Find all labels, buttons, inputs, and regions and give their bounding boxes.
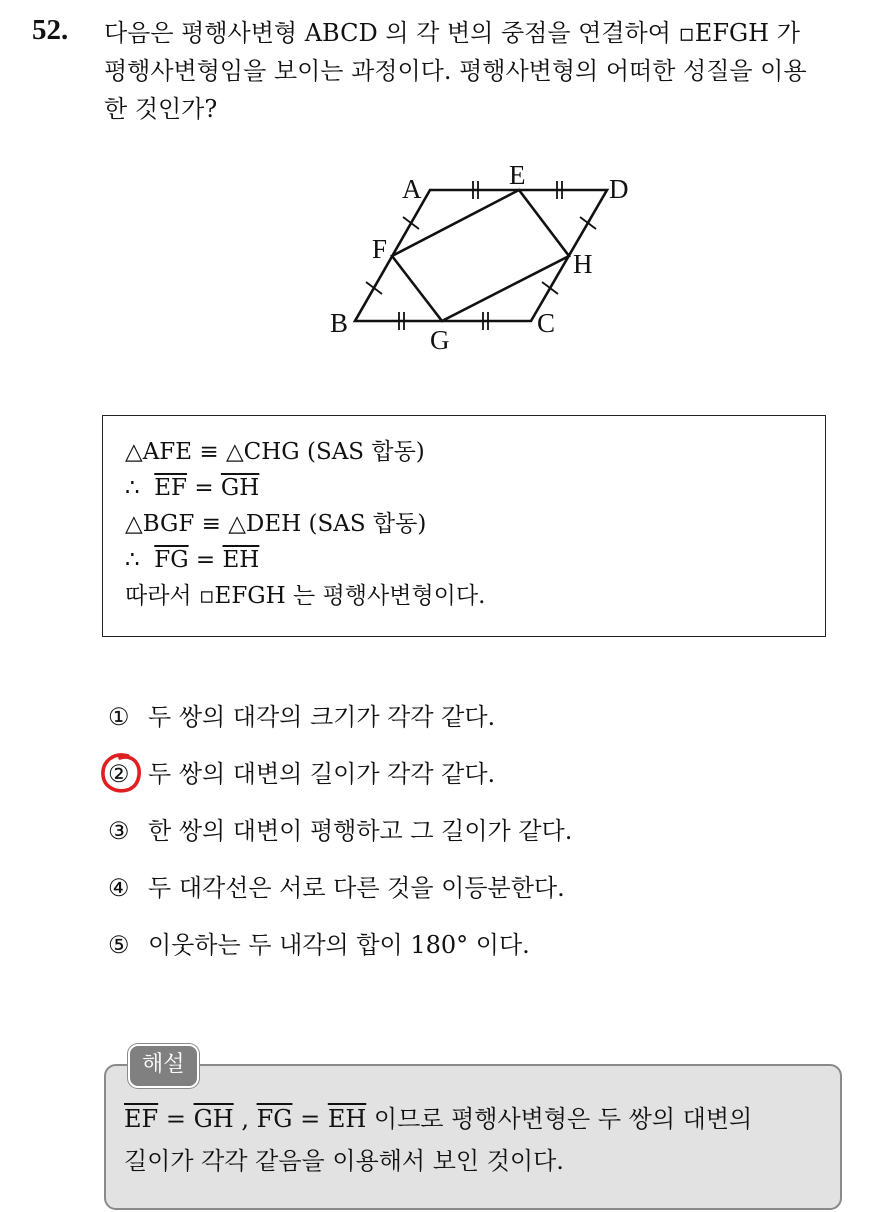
parallelogram-figure (320, 160, 629, 360)
solution-line: 길이가 각각 같음을 이용해서 보인 것이다. (124, 1147, 564, 1175)
question-text (104, 14, 864, 128)
choice-text: 두 쌍의 대변의 길이가 각각 같다. (148, 760, 496, 788)
solution-line (124, 1098, 836, 1140)
solution-rest: 이므로 평행사변형은 두 쌍의 대변의 (373, 1105, 753, 1133)
proof-line (125, 542, 825, 578)
question-line: 평행사변형임을 보이는 과정이다. 평행사변형의 어떠한 성질을 이용 (104, 57, 807, 85)
choice-number: ⑤ (108, 931, 130, 959)
choice-number: ① (108, 703, 130, 731)
equals-sign: = (194, 475, 214, 501)
segment-fg: $\overline{FG}$ (256, 1105, 293, 1133)
choice-number: ④ (108, 874, 130, 902)
label-h: H (573, 249, 593, 279)
proof-line: △AFE ≡ △CHG (SAS 합동) (125, 439, 425, 465)
equals-sign: = (195, 547, 216, 573)
proof-box (102, 415, 826, 637)
segment-ef: $\overline{EF}$ (154, 475, 188, 501)
solution-tag: 해설 (128, 1044, 199, 1088)
choice-2[interactable] (108, 757, 572, 814)
choice-text: 두 대각선은 서로 다른 것을 이등분한다. (148, 874, 565, 902)
choice-text: 두 쌍의 대각의 크기가 각각 같다. (148, 703, 496, 731)
question-line: 한 것인가? (104, 95, 218, 123)
proof-line: 따라서 ▫EFGH 는 평행사변형이다. (125, 583, 486, 609)
therefore-symbol: ∴ (125, 547, 140, 573)
choice-text: 이웃하는 두 내각의 합이 180° 이다. (148, 931, 530, 959)
proof-line (125, 470, 825, 506)
label-f: F (372, 234, 388, 264)
choice-1[interactable] (108, 700, 572, 757)
segment-eh: $\overline{EH}$ (222, 547, 260, 573)
choice-number: ② (108, 760, 130, 788)
answer-choices (108, 700, 572, 985)
question-line: 다음은 평행사변형 ABCD 의 각 변의 중점을 연결하여 ▫EFGH 가 (104, 19, 800, 47)
label-b: B (330, 308, 349, 338)
segment-ef: $\overline{EF}$ (124, 1105, 159, 1133)
segment-eh: $\overline{EH}$ (327, 1105, 367, 1133)
tick-marks (366, 181, 596, 330)
label-g: G (430, 325, 450, 355)
label-a: A (402, 174, 422, 204)
choice-text: 한 쌍의 대변이 평행하고 그 길이가 같다. (148, 817, 573, 845)
choice-number: ③ (108, 817, 130, 845)
question-number: 52. (32, 14, 69, 46)
label-d: D (609, 174, 629, 204)
segment-gh: $\overline{GH}$ (220, 475, 260, 501)
label-c: C (537, 308, 556, 338)
choice-4[interactable] (108, 871, 572, 928)
segment-fg: $\overline{FG}$ (154, 547, 189, 573)
solution-text (124, 1098, 836, 1182)
proof-line: △BGF ≡ △DEH (SAS 합동) (125, 511, 427, 537)
therefore-symbol: ∴ (125, 475, 140, 501)
equals-sign: = (165, 1105, 186, 1133)
choice-3[interactable] (108, 814, 572, 871)
label-e: E (509, 160, 526, 190)
equals-sign: = (300, 1105, 321, 1133)
segment-gh: $\overline{GH}$ (193, 1105, 234, 1133)
comma: , (241, 1105, 249, 1133)
answer-circle-mark (98, 751, 148, 797)
choice-5[interactable] (108, 928, 572, 985)
